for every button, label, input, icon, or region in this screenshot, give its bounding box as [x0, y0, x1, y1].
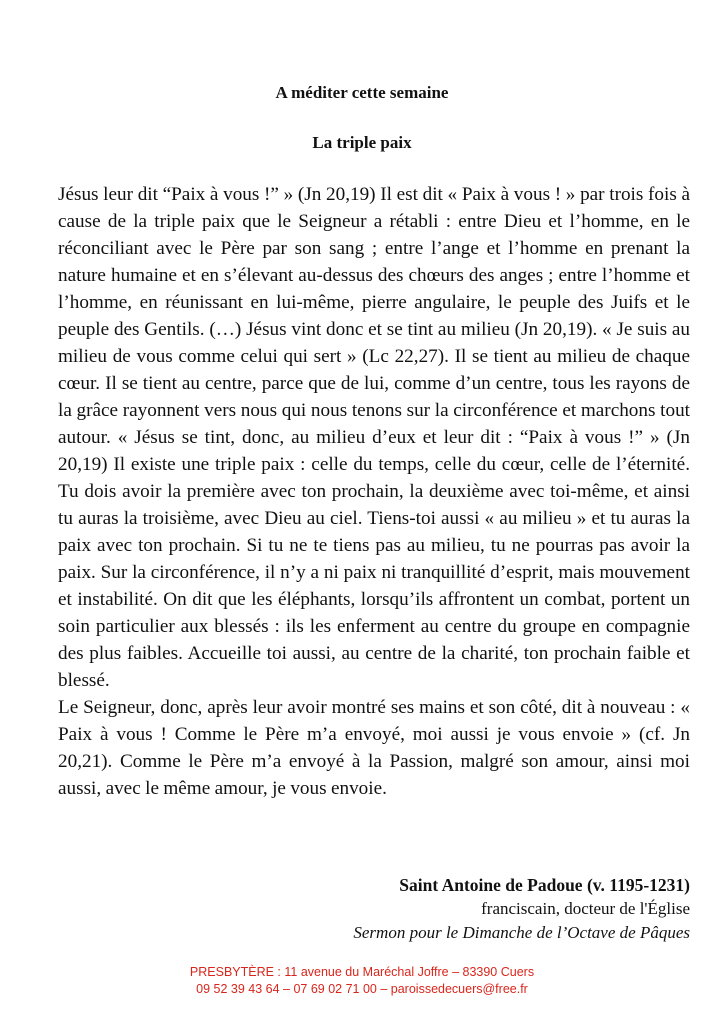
section-kicker: A méditer cette semaine [275, 83, 449, 102]
footer-address: PRESBYTÈRE : 11 avenue du Maréchal Joffre – 83390 Cuers [189, 965, 535, 979]
author-role: franciscain, docteur de l'Église [481, 899, 690, 918]
parish-footer [0, 964, 724, 998]
paragraph-2: Le Seigneur, donc, après leur avoir montré ses mains et son côté, dit à nouveau : « Paix à vous ! Comme le Père m’a envoyé, moi aussi je vous envoie » (cf. Jn 20,21). Comme le Père m’a envoyé à la Passion, malgré son amour, ainsi moi aussi, avec le même amour, je vous envoie. [58, 697, 690, 799]
page-title: La triple paix [312, 133, 412, 152]
attribution-block [130, 873, 690, 945]
paragraph-1: Jésus leur dit “Paix à vous !” » (Jn 20,19) Il est dit « Paix à vous ! » par trois fois à cause de la triple paix que le Seigneur a rétabli : entre Dieu et l’homme, en le réconciliant avec le Père par son sang ; entre l’ange et l’homme en prenant la nature humaine et en s’élevant au-dessus des chœurs des anges ; entre l’homme et l’homme, en réunissant en lui-même, pierre angulaire, le peuple des Juifs et le peuple des Gentils. (…) Jésus vint donc et se tint au milieu (Jn 20,19). « Je suis au milieu de vous comme celui qui sert » (Lc 22,27). Il se tient au milieu de chaque cœur. Il se tient au centre, parce que de lui, comme d’un centre, tous les rayons de la grâce rayonnent vers nous qui nous tenons sur la circonférence et marchons tout autour. « Jésus se tint, donc, au milieu d’eux et leur dit : “Paix à vous !” » (Jn 20,19) Il existe une triple paix : celle du temps, celle du cœur, celle de l’éternité. Tu dois avoir la première avec ton prochain, la deuxième avec toi-même, et ainsi tu auras la troisième, avec Dieu au ciel. Tiens-toi aussi « au milieu » et tu auras la paix avec ton prochain. Si tu ne te tiens pas au milieu, tu ne pourras pas avoir la paix. Sur la circonférence, il n’y a ni paix ni tranquillité d’esprit, mais mouvement et instabilité. On dit que les éléphants, lorsqu’ils affrontent un combat, portent un soin particulier aux blessés : ils les enferment au centre du groupe en compagnie des plus faibles. Accueille toi aussi, au centre de la charité, ton prochain faible et blessé. [58, 184, 690, 691]
author-name: Saint Antoine de Padoue (v. 1195-1231) [399, 875, 690, 895]
meditation-text [58, 181, 690, 802]
source-title: Sermon pour le Dimanche de l’Octave de Pâques [353, 923, 690, 942]
footer-contact: 09 52 39 43 64 – 07 69 02 71 00 – paroissedecuers@free.fr [196, 982, 528, 996]
